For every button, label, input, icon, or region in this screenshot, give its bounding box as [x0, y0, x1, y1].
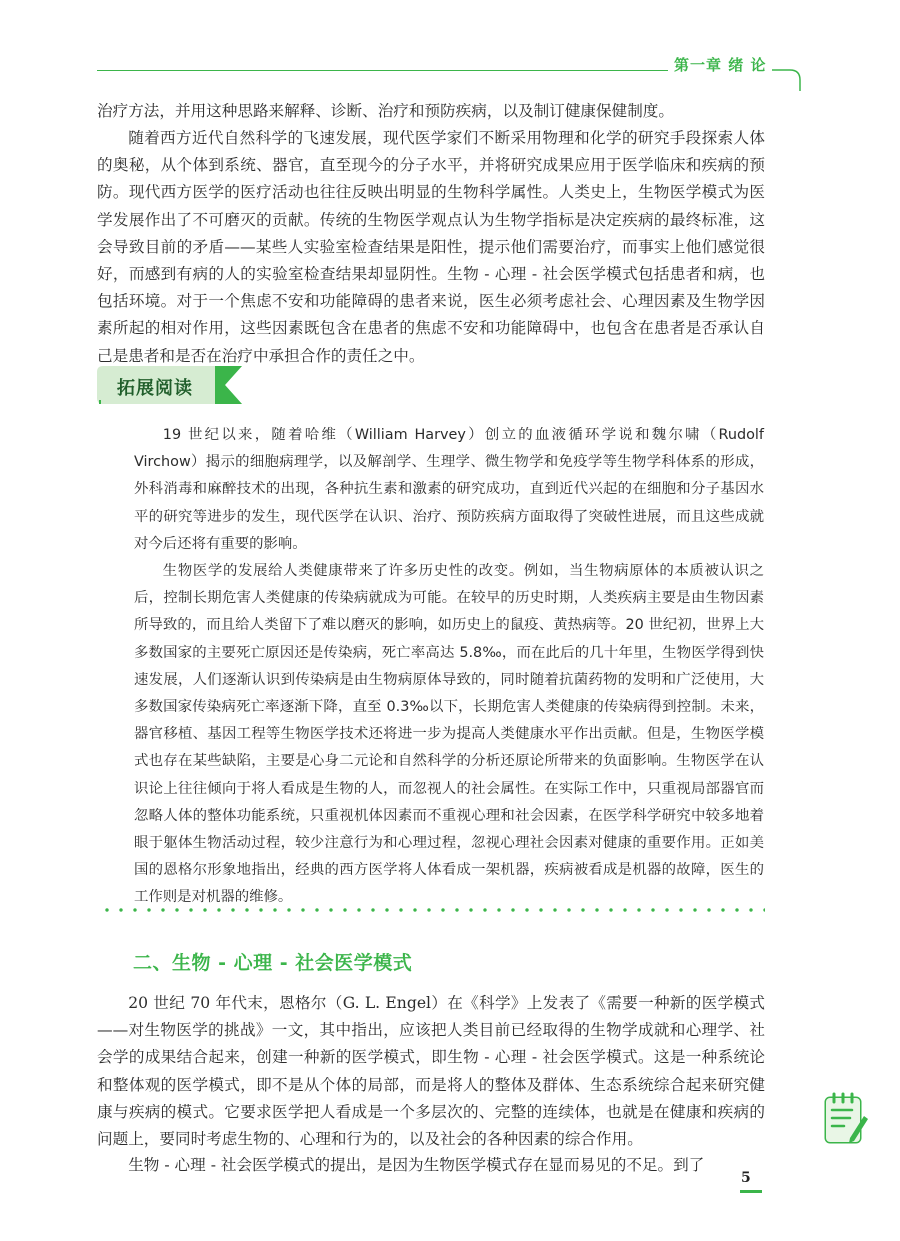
header-rule: [97, 70, 717, 71]
notebook-pencil-icon: [820, 1090, 870, 1148]
page-number: 5: [741, 1170, 751, 1186]
extended-reading-paragraph-1: 19 世纪以来，随着哈维（William Harvey）创立的血液循环学说和魏尔啸（Rudolf Virchow）揭示的细胞病理学，以及解剖学、生理学、微生物学和免疫学等生物学科体系的形成，外科消毒和麻醉技术的出现，各种抗生素和激素的研究成功，直到近代兴起的在细胞和分子基因水平的研究等进步的发生，现代医学在认识、治疗、预防疾病方面取得了突破性进展，而且这些成就对今后还将有重要的影响。: [134, 427, 764, 552]
chapter-title: 第一章 绪 论: [668, 54, 772, 75]
body-paragraph-1: 治疗方法，并用这种思路来解释、诊断、治疗和预防疾病，以及制订健康保健制度。: [97, 102, 674, 120]
section-paragraph-1: 20 世纪 70 年代末，恩格尔（G. L. Engel）在《科学》上发表了《需要一种新的医学模式——对生物医学的挑战》一文，其中指出，应该把人类目前已经取得的生物学成就和心理学、社会学的成果结合起来，创建一种新的医学模式，即生物 - 心理 - 社会医学模式。这是一种系统论和整体观的医学模式，即不是从个体的局部，而是将人的整体及群体、生态系统综合起来研究健康与疾病的模式。它要求医学把人看成是一个多层次的、完整的连续体，也就是在健康和疾病的问题上，要同时考虑生物的、心理和行为的，以及社会的各种因素的综合作用。: [97, 994, 765, 1149]
extended-reading-label: 拓展阅读: [117, 378, 193, 399]
section-paragraph-2: 生物 - 心理 - 社会医学模式的提出，是因为生物医学模式存在显而易见的不足。到了: [128, 1156, 705, 1174]
section-heading: 二、生物 - 心理 - 社会医学模式: [133, 952, 413, 974]
dotted-divider: [100, 907, 765, 913]
page-number-rule: [740, 1190, 762, 1193]
extended-reading-paragraph-2: 生物医学的发展给人类健康带来了许多历史性的改变。例如，当生物病原体的本质被认识之后，控制长期危害人类健康的传染病就成为可能。在较早的历史时期，人类疾病主要是由生物因素所导致的，而且给人类留下了难以磨灭的影响，如历史上的鼠疫、黄热病等。20 世纪初，世界上大多数国家的主要死亡原因还是传染病，死亡率高达 5.8‰，而在此后的几十年里，生物医学得到快速发展，人们逐渐认识到传染病是由生物病原体导致的，同时随着抗菌药物的发明和广泛使用，大多数国家传染病死亡率逐渐下降，直至 0.3‰以下，长期危害人类健康的传染病得到控制。未来，器官移植、基因工程等生物医学技术还将进一步为提高人类健康水平作出贡献。但是，生物医学模式也存在某些缺陷，主要是心身二元论和自然科学的分析还原论所带来的负面影响。生物医学在认识论上往往倾向于将人看成是生物的人，而忽视人的社会属性。在实际工作中，只重视局部器官而忽略人体的整体功能系统，只重视机体因素而不重视心理和社会因素，在医学科学研究中较多地着眼于躯体生物活动过程，较少注意行为和心理过程，忽视心理社会因素对健康的重要作用。正如美国的恩格尔形象地指出，经典的西方医学将人体看成一架机器，疾病被看成是机器的故障，医生的工作则是对机器的维修。: [134, 563, 764, 906]
body-paragraph-2: 随着西方近代自然科学的飞速发展，现代医学家们不断采用物理和化学的研究手段探索人体的奥秘，从个体到系统、器官，直至现今的分子水平，并将研究成果应用于医学临床和疾病的预防。现代西方医学的医疗活动也往往反映出明显的生物科学属性。人类史上，生物医学模式为医学发展作出了不可磨灭的贡献。传统的生物医学观点认为生物学指标是决定疾病的最终标准，这会导致目前的矛盾——某些人实验室检查结果是阳性，提示他们需要治疗，而事实上他们感觉很好，而感到有病的人的实验室检查结果却显阴性。生物 - 心理 - 社会医学模式包括患者和病，也包括环境。对于一个焦虑不安和功能障碍的患者来说，医生必须考虑社会、心理因素及生物学因素所起的相对作用，这些因素既包含在患者的焦虑不安和功能障碍中，也包含在患者是否承认自己是患者和是否在治疗中承担合作的责任之中。: [97, 129, 765, 365]
